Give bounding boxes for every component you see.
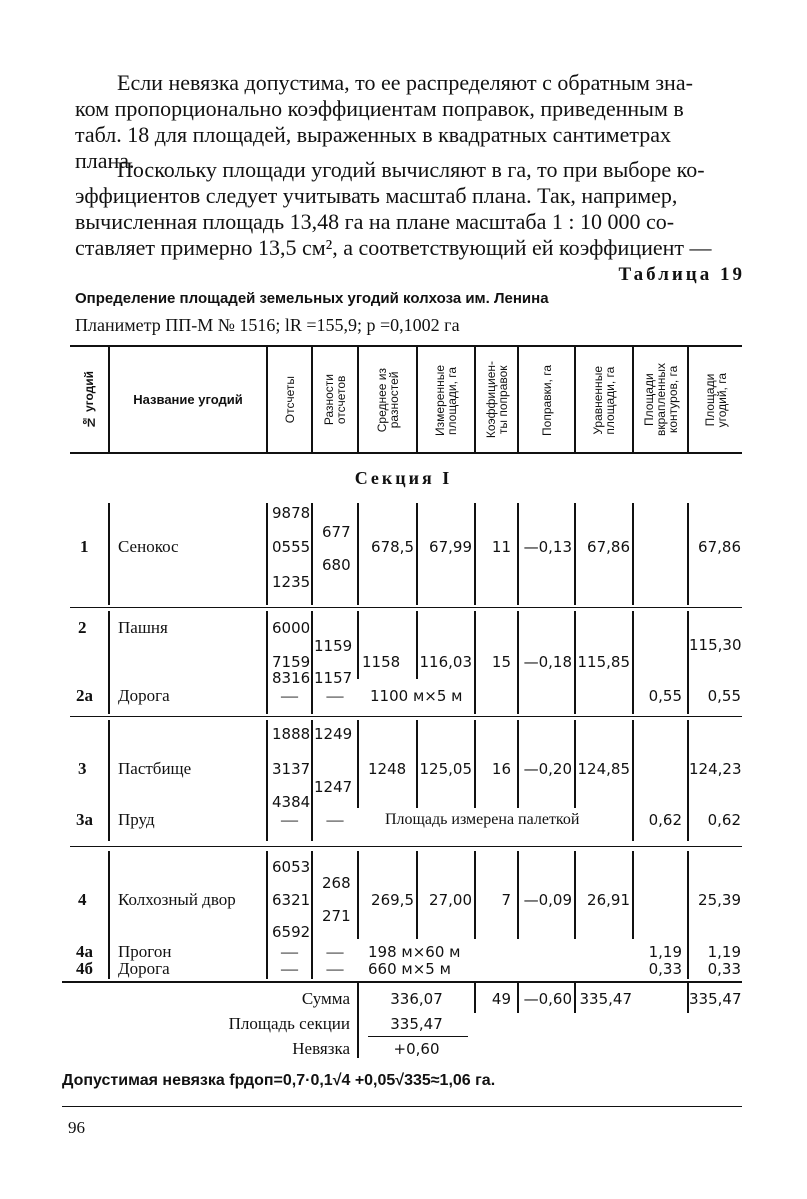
row2-land: 115,30 [689, 636, 742, 654]
row1-adjusted: 67,86 [587, 538, 630, 556]
row3a-num: 3а [76, 810, 93, 829]
header-label: Разности отсчетов [322, 374, 348, 426]
header-label: Название угодий [133, 392, 243, 407]
row-rule [70, 716, 742, 717]
row1-reading: 9878 [272, 504, 311, 522]
row4b-num: 4б [76, 959, 93, 978]
body-divider [108, 851, 110, 979]
totals-underline [368, 1036, 468, 1037]
row2-diff: 1159 [314, 637, 353, 655]
header-label: Отсчеты [282, 376, 297, 424]
row3-reading: 4384 [272, 793, 311, 811]
row2a-inclusions: 0,55 [648, 687, 682, 705]
paragraph-2 [75, 157, 745, 261]
header-num [70, 350, 108, 450]
text-line: табл. 18 для площадей, выраженных в квадратных сантиметрах [75, 122, 671, 147]
body-divider [108, 503, 110, 605]
sum-measured: 336,07 [390, 990, 443, 1008]
row2-reading: 7159 [272, 653, 311, 671]
header-label: Площади угодий, га [702, 372, 729, 428]
row-rule [70, 846, 742, 847]
row4-corr: —0,09 [523, 891, 572, 909]
row1-diff: 677 [322, 523, 351, 541]
header-name [110, 350, 266, 450]
text-line: вычисленная площадь 13,48 га на плане масштаба 1 : 10 000 со- [75, 209, 675, 234]
header-adjusted [576, 350, 632, 450]
sum-coef: 49 [491, 990, 511, 1008]
page-number: 96 [68, 1118, 85, 1137]
header-avg [359, 350, 416, 450]
row4b-diff: — [326, 959, 344, 978]
row2-name: Пашня [118, 618, 168, 637]
row3-avg: 1248 [368, 760, 407, 778]
row1-reading: 0555 [272, 538, 311, 556]
row3-name: Пастбище [118, 759, 192, 778]
header-label: № угодий [82, 370, 96, 430]
row1-avg: 678,5 [371, 538, 414, 556]
row4-measured: 27,00 [429, 891, 472, 909]
header-land [689, 350, 742, 450]
row1-coef: 11 [491, 538, 511, 556]
text-line: Поскольку площади угодий вычисляют в га, то при выборе ко- [117, 157, 705, 182]
header-label: Измеренные площади, га [433, 364, 459, 436]
row2-num: 2 [78, 618, 87, 637]
row4-diff: 268 [322, 874, 351, 892]
header-inclusions [634, 350, 687, 450]
section-area-label: Площадь секции [228, 1014, 350, 1033]
row4a-name: Прогон [118, 942, 172, 961]
row2a-name: Дорога [118, 686, 170, 705]
row2a-num: 2а [76, 686, 93, 705]
row3a-land: 0,62 [707, 811, 741, 829]
header-label: Среднее из разностей [374, 367, 401, 433]
row1-corr: —0,13 [523, 538, 572, 556]
row2a-diff: — [326, 686, 344, 705]
row3-corr: —0,20 [523, 760, 572, 778]
row3-coef: 16 [491, 760, 511, 778]
row3a-name: Пруд [118, 810, 155, 829]
table-top-rule [70, 345, 742, 347]
row4b-inclusions: 0,33 [648, 960, 682, 978]
row4-num: 4 [78, 890, 87, 909]
row3-diff: 1247 [314, 778, 353, 796]
body-divider [108, 720, 110, 841]
page-rule [62, 1106, 742, 1107]
body-divider [632, 503, 634, 605]
error-value: +0,60 [393, 1040, 440, 1058]
row3-num: 3 [78, 759, 87, 778]
table-caption: Таблица 19 [618, 264, 745, 285]
row3a-note: Площадь измерена палеткой [385, 811, 580, 828]
row2-adjusted: 115,85 [577, 653, 630, 671]
table-title: Определение площадей земельных угодий колхоза им. Ленина [75, 290, 549, 307]
error-label: Невязка [292, 1039, 350, 1058]
row4-diff: 271 [322, 907, 351, 925]
row3-measured: 125,05 [419, 760, 472, 778]
row4b-land: 0,33 [707, 960, 741, 978]
header-label: Уравненные площади, га [591, 365, 617, 435]
body-divider [357, 720, 359, 808]
row2a-note: 1100 м×5 м [370, 687, 463, 705]
header-bottom-rule [70, 452, 742, 454]
row2a-land: 0,55 [707, 687, 741, 705]
header-readings [268, 350, 311, 450]
row4-adjusted: 26,91 [587, 891, 630, 909]
totals-top-rule [62, 981, 742, 983]
row4a-diff: — [326, 942, 344, 961]
row3-reading: 3137 [272, 760, 311, 778]
row2-reading: 8316 [272, 669, 311, 687]
row4-reading: 6053 [272, 858, 311, 876]
row1-diff: 680 [322, 556, 351, 574]
allowable-error-formula: Допустимая невязка fрдоп=0,7·0,1√4 +0,05√335≈1,06 га. [62, 1072, 496, 1089]
row1-reading: 1235 [272, 573, 311, 591]
body-divider [632, 851, 634, 939]
sum-adjusted: 335,47 [579, 990, 632, 1008]
row4-reading: 6321 [272, 891, 311, 909]
row3-land: 124,23 [689, 760, 742, 778]
row-rule [70, 607, 742, 608]
section-area-value: 335,47 [390, 1015, 443, 1033]
row3a-diff: — [326, 810, 344, 829]
row4-name: Колхозный двор [118, 890, 236, 909]
table-subtitle: Планиметр ПП-М № 1516; lR =155,9; p =0,1002 га [75, 315, 460, 335]
row4a-land: 1,19 [707, 943, 741, 961]
row1-num: 1 [80, 537, 89, 556]
row1-measured: 67,99 [429, 538, 472, 556]
row2a-reading: — [281, 686, 298, 705]
body-divider [357, 611, 359, 679]
row4-avg: 269,5 [371, 891, 414, 909]
row4a-inclusions: 1,19 [648, 943, 682, 961]
row4-reading: 6592 [272, 923, 311, 941]
row4a-num: 4а [76, 942, 93, 961]
row3-adjusted: 124,85 [577, 760, 630, 778]
row3-reading: 1888 [272, 725, 311, 743]
row4b-name: Дорога [118, 959, 170, 978]
text-line: ставляет примерно 13,5 см², а соответствующий ей коэффициент — [75, 235, 712, 260]
text-line: Если невязка допустима, то ее распределяют с обратным зна- [117, 70, 693, 95]
row4b-note: 660 м×5 м [368, 960, 451, 978]
row1-name: Сенокос [118, 537, 179, 556]
body-divider [266, 503, 268, 605]
row4b-reading: — [281, 959, 298, 978]
row2-reading: 6000 [272, 619, 311, 637]
header-diffs [313, 350, 357, 450]
row2-measured: 116,03 [419, 653, 472, 671]
row2-coef: 15 [491, 653, 511, 671]
header-label: Поправки, га [539, 364, 554, 436]
header-label: Площади вкрапленных контуров, га [641, 363, 680, 437]
text-line: эффициентов следует учитывать масштаб плана. Так, например, [75, 183, 678, 208]
text-line: ком пропорционально коэффициентам поправок, приведенным в [75, 96, 684, 121]
body-divider [311, 503, 313, 605]
header-coef [476, 350, 517, 450]
row4a-reading: — [281, 942, 298, 961]
row3a-reading: — [281, 810, 298, 829]
row1-land: 67,86 [698, 538, 741, 556]
row4a-note: 198 м×60 м [368, 943, 461, 961]
text-line: плана. [75, 148, 135, 173]
body-divider [108, 611, 110, 714]
header-measured [418, 350, 474, 450]
row4-land: 25,39 [698, 891, 741, 909]
header-label: Коэффициен- ты поправок [483, 361, 510, 439]
section-heading: Секция I [354, 468, 453, 488]
row3a-inclusions: 0,62 [648, 811, 682, 829]
sum-corr: —0,60 [523, 990, 572, 1008]
row2-avg: 1158 [362, 653, 401, 671]
header-corr [519, 350, 574, 450]
sum-label: Сумма [301, 989, 350, 1008]
row4-coef: 7 [501, 891, 511, 909]
row2-corr: —0,18 [523, 653, 572, 671]
sum-land: 335,47 [689, 990, 742, 1008]
row2-diff: 1157 [314, 669, 353, 687]
row3-diff: 1249 [314, 725, 353, 743]
